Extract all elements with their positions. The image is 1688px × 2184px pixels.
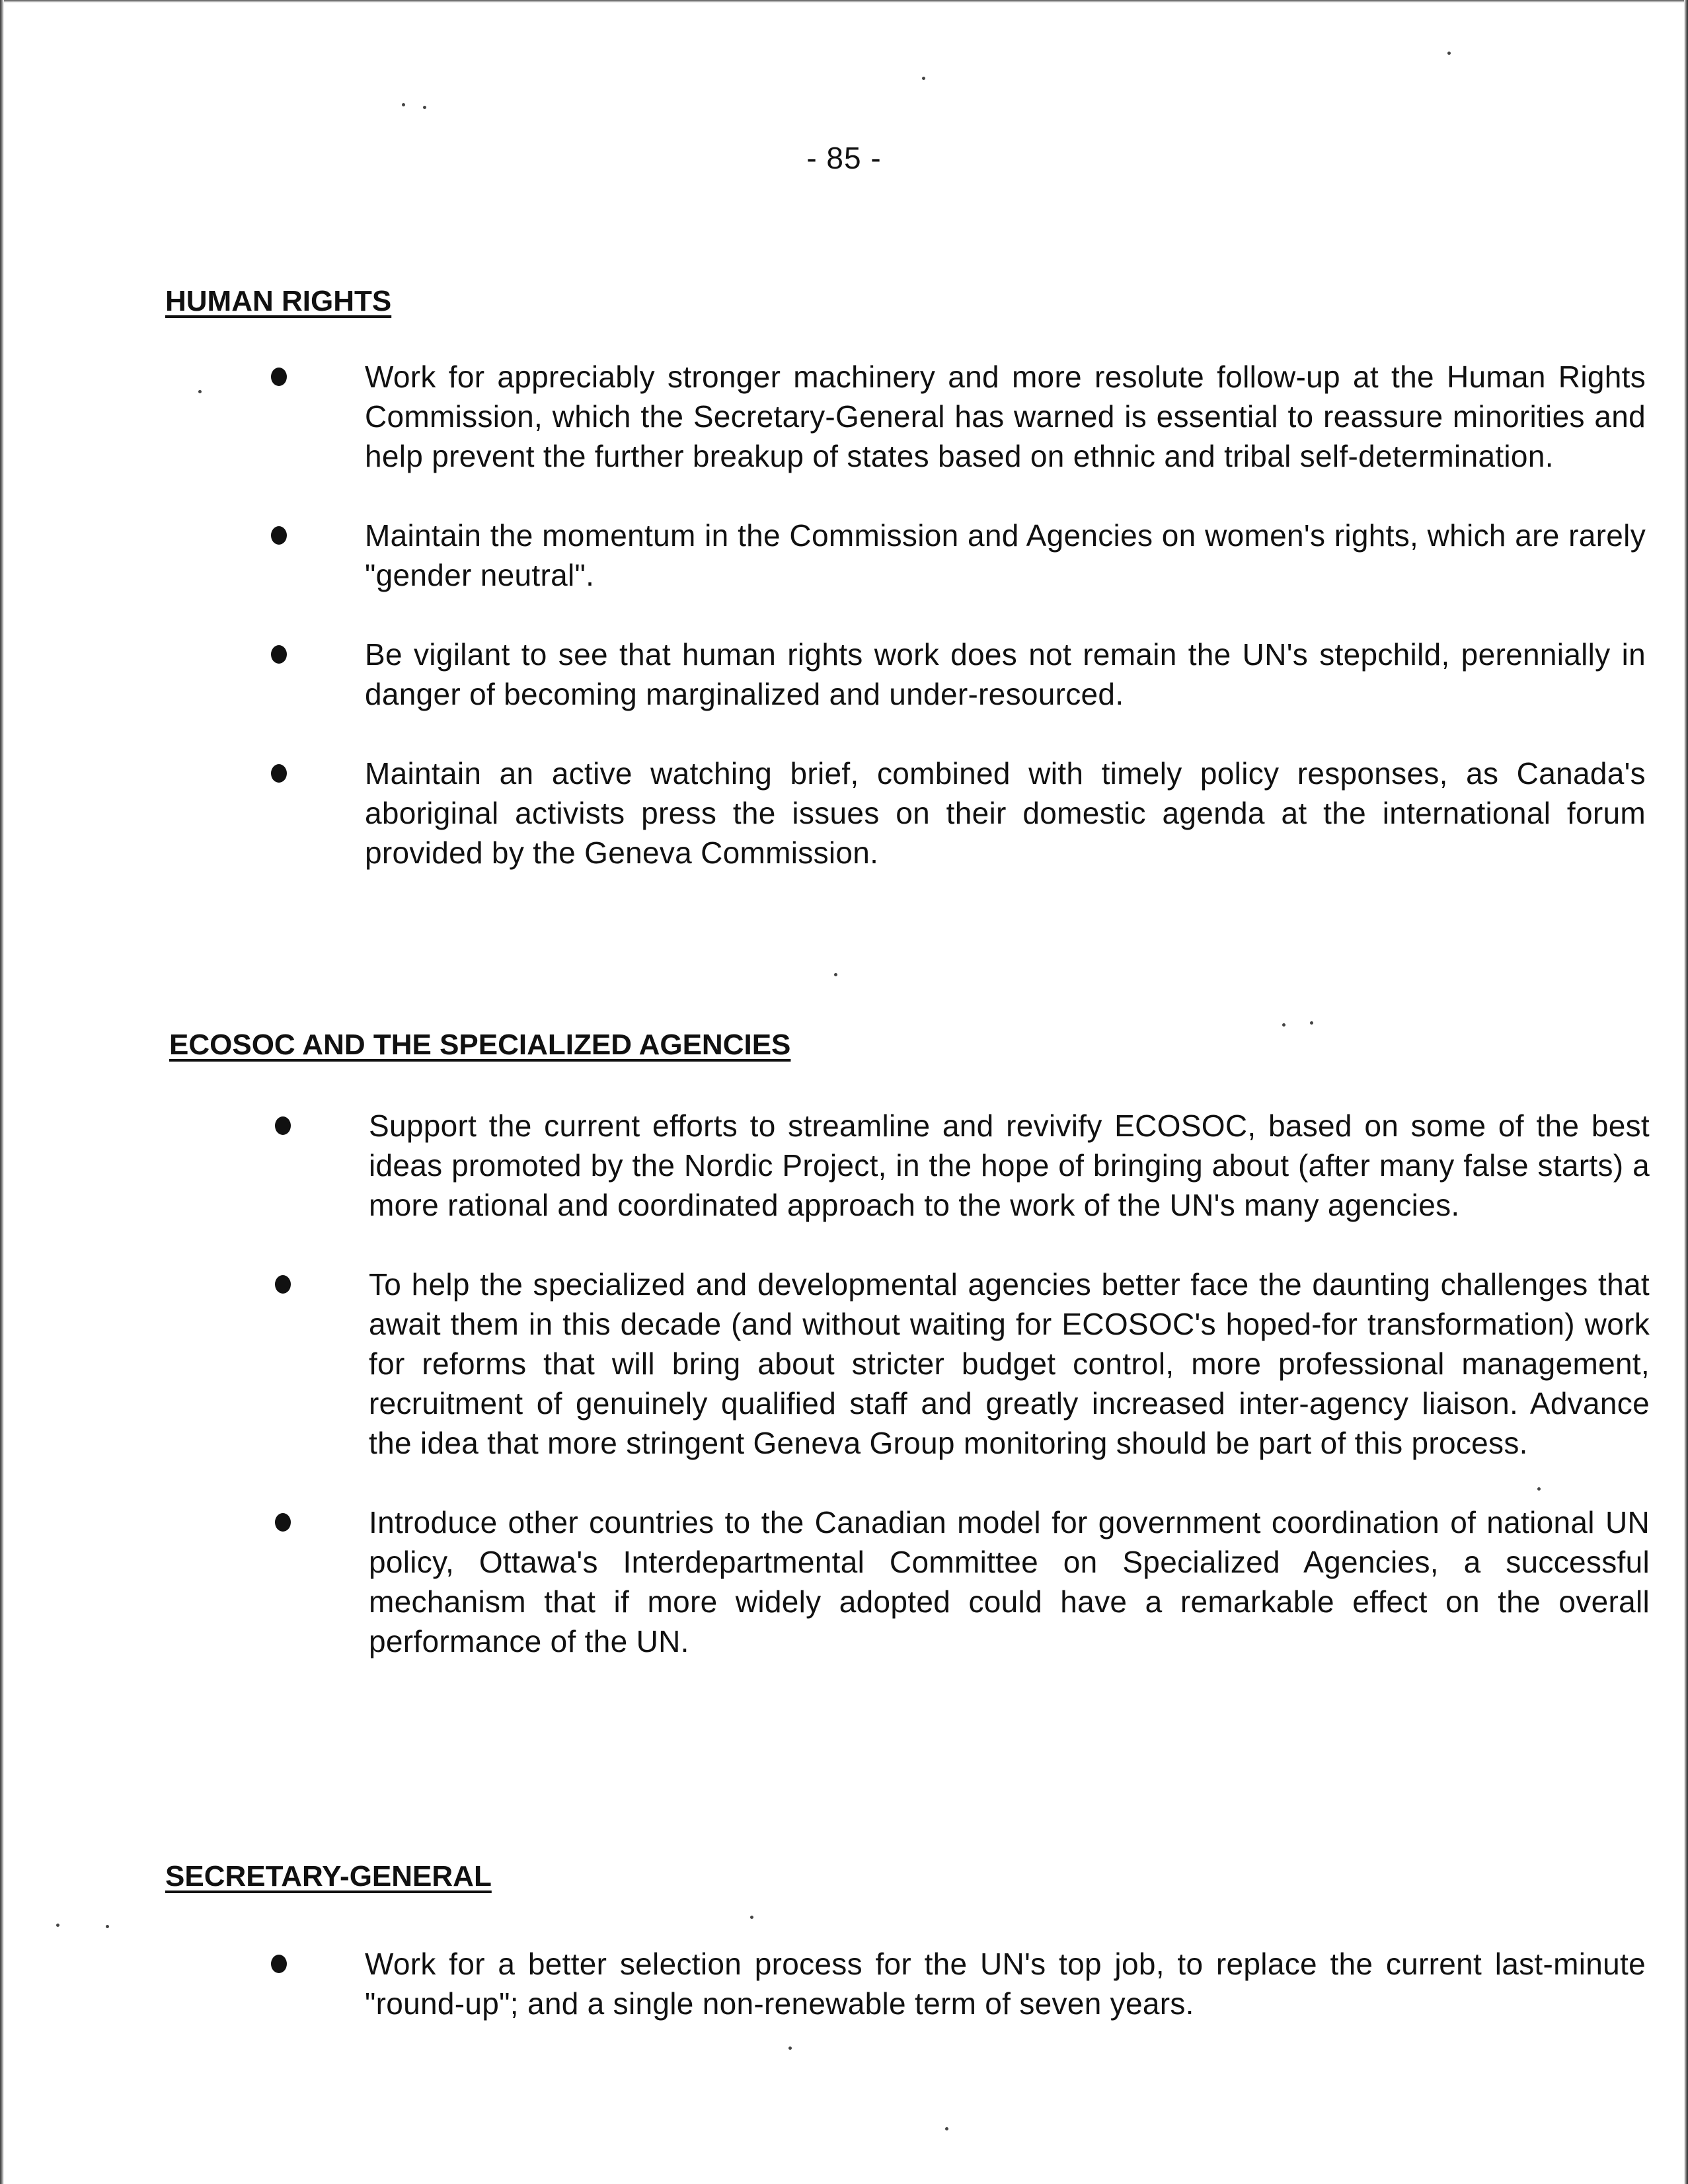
section-heading: HUMAN RIGHTS bbox=[165, 285, 392, 317]
list-item bbox=[169, 1106, 1650, 1225]
bullet-text: Maintain an active watching brief, combined with timely policy responses, as Canada's aboriginal activists press the issues on their domestic agenda at the international forum provided by the Geneva Commission. bbox=[365, 756, 1646, 870]
bullet-text: Support the current efforts to streamline and revivify ECOSOC, based on some of the best ideas promoted by the Nordic Project, in the hope of bringing about (after many false starts) a more rational and coordinated approach to the work of the UN's many agencies. bbox=[369, 1109, 1650, 1222]
scan-speck bbox=[423, 106, 426, 109]
bullet-text: To help the specialized and developmental agencies better face the daunting challenges that await them in this decade (and without waiting for ECOSOC's hoped-for transformation) work for reforms that will bring about stricter budget control, more professional management, recruitment of genuinely qualified staff and greatly increased inter-agency liaison. Advance the idea that more stringent Geneva Group monitoring should be part of this process. bbox=[369, 1267, 1650, 1460]
scan-speck bbox=[1282, 1023, 1285, 1027]
bullet-icon bbox=[271, 645, 287, 664]
bullet-icon bbox=[271, 526, 287, 545]
scan-edge-left bbox=[0, 0, 4, 2184]
bullet-icon bbox=[275, 1275, 291, 1294]
list-item bbox=[165, 1944, 1646, 2023]
list-item bbox=[165, 635, 1646, 714]
bullet-icon bbox=[275, 1513, 291, 1532]
bullet-icon bbox=[271, 764, 287, 783]
scan-speck bbox=[834, 973, 837, 976]
scan-edge-top bbox=[0, 0, 1688, 3]
list-item bbox=[165, 754, 1646, 873]
scan-speck bbox=[106, 1925, 109, 1928]
scan-speck bbox=[1537, 1487, 1541, 1491]
list-item bbox=[165, 516, 1646, 595]
scan-speck bbox=[56, 1924, 59, 1927]
bullet-list bbox=[169, 1106, 1650, 1661]
bullet-text: Work for appreciably stronger machinery and more resolute follow-up at the Human Rights Commission, which the Secretary-General has warned is essential to reassure minorities and help prevent the further breakup of states based on ethnic and tribal self-determination. bbox=[365, 360, 1646, 473]
list-item bbox=[169, 1265, 1650, 1463]
section-ecosoc bbox=[169, 1028, 1650, 1661]
bullet-list bbox=[165, 1944, 1646, 2023]
scan-speck bbox=[198, 390, 202, 393]
section-secretary-general bbox=[165, 1859, 1646, 2023]
scan-speck bbox=[922, 77, 925, 80]
bullet-icon bbox=[271, 368, 287, 386]
bullet-list bbox=[165, 357, 1646, 873]
section-heading: ECOSOC AND THE SPECIALIZED AGENCIES bbox=[169, 1029, 791, 1061]
bullet-icon bbox=[275, 1116, 291, 1135]
section-human-rights bbox=[165, 284, 1646, 873]
bullet-text: Maintain the momentum in the Commission and Agencies on women's rights, which are rarely "gender neutral". bbox=[365, 518, 1646, 592]
scan-speck bbox=[788, 2047, 792, 2050]
bullet-text: Be vigilant to see that human rights work does not remain the UN's stepchild, perennially in danger of becoming marginalized and under-resourced. bbox=[365, 637, 1646, 711]
section-heading: SECRETARY-GENERAL bbox=[165, 1860, 492, 1892]
page-number: - 85 - bbox=[806, 141, 882, 175]
bullet-text: Work for a better selection process for the UN's top job, to replace the current last-minute "round-up"; and a single non-renewable term of seven years. bbox=[365, 1947, 1646, 2021]
bullet-text: Introduce other countries to the Canadian model for government coordination of national UN policy, Ottawa's Interdepartmental Committee on Specialized Agencies, a successful mechanism that if more widely adopted could have a remarkable effect on the overall performance of the UN. bbox=[369, 1505, 1650, 1658]
bullet-icon bbox=[271, 1955, 287, 1973]
list-item bbox=[169, 1502, 1650, 1661]
scan-speck bbox=[750, 1916, 753, 1919]
list-item bbox=[165, 357, 1646, 476]
scan-speck bbox=[1310, 1021, 1313, 1025]
scan-speck bbox=[402, 103, 405, 106]
scan-edge-right bbox=[1684, 0, 1688, 2184]
scan-speck bbox=[1447, 52, 1451, 55]
scan-speck bbox=[945, 2127, 948, 2130]
